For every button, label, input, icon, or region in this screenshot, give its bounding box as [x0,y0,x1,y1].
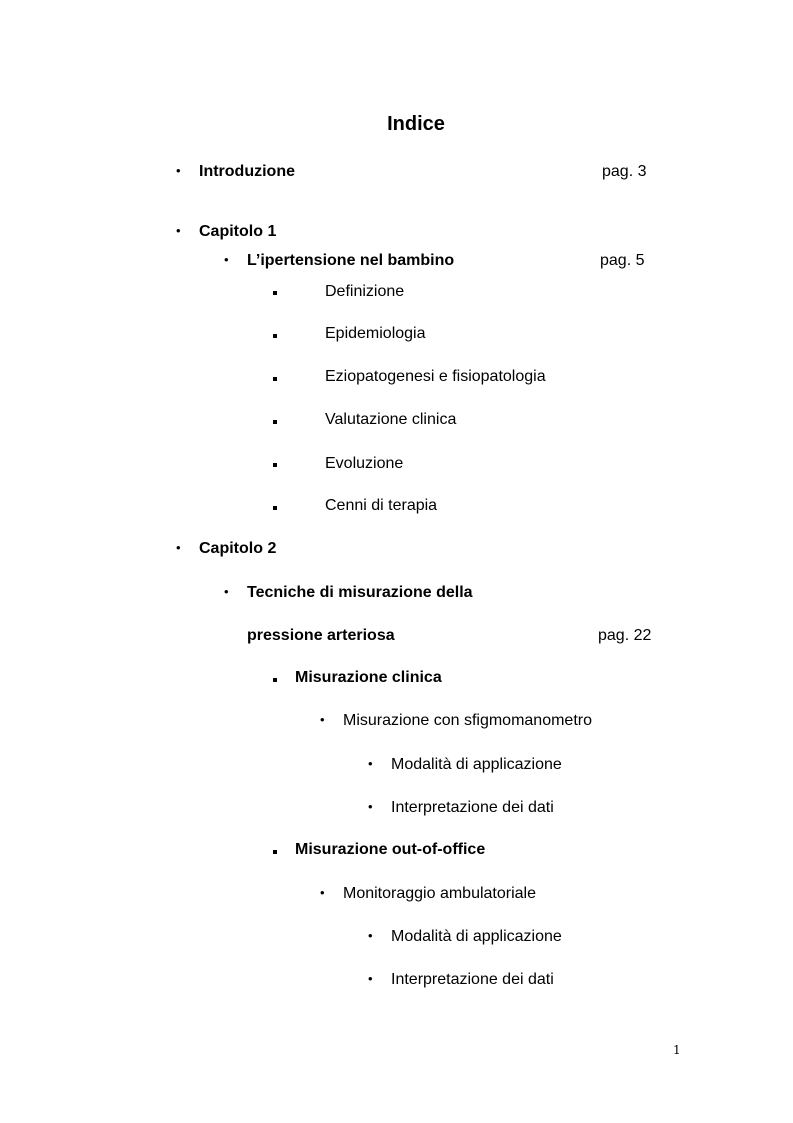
toc-entry-introduzione: Introduzione [199,163,295,180]
toc-entry-tecniche-line2: pressione arteriosa [247,627,395,644]
bullet-icon: • [368,756,373,771]
toc-page-introduzione: pag. 3 [602,163,647,180]
toc-item-interpretazione-1: Interpretazione dei dati [391,799,554,816]
toc-item-interpretazione-2: Interpretazione dei dati [391,971,554,988]
toc-item-out-of-office: Misurazione out-of-office [295,841,486,858]
square-bullet-icon [273,377,277,381]
bullet-icon: • [368,928,373,943]
page-title: Indice [387,113,445,135]
toc-item-modalita-1: Modalità di applicazione [391,756,562,773]
toc-item-definizione: Definizione [325,283,405,300]
bullet-icon: • [320,712,325,727]
toc-item-monitoraggio: Monitoraggio ambulatoriale [343,885,536,902]
bullet-icon: • [320,885,325,900]
bullet-icon: • [176,540,181,555]
bullet-icon: • [176,223,181,238]
bullet-icon: • [368,971,373,986]
bullet-icon: • [224,252,229,267]
square-bullet-icon [273,463,277,467]
square-bullet-icon [273,420,277,424]
toc-item-modalita-2: Modalità di applicazione [391,928,562,945]
toc-entry-tecniche-line1: Tecniche di misurazione della [247,584,473,601]
page-number: 1 [673,1043,681,1057]
bullet-icon: • [176,163,181,178]
square-bullet-icon [273,334,277,338]
toc-item-evoluzione: Evoluzione [325,455,404,472]
bullet-icon: • [368,799,373,814]
square-bullet-icon [273,678,277,682]
bullet-icon: • [224,584,229,599]
toc-entry-ipertensione: L’ipertensione nel bambino [247,252,455,269]
square-bullet-icon [273,291,277,295]
toc-item-eziopatogenesi: Eziopatogenesi e fisiopatologia [325,368,546,385]
square-bullet-icon [273,850,277,854]
toc-chapter-2: Capitolo 2 [199,540,277,557]
toc-chapter-1: Capitolo 1 [199,223,277,240]
toc-page-tecniche: pag. 22 [598,627,652,644]
toc-page-ipertensione: pag. 5 [600,252,645,269]
square-bullet-icon [273,506,277,510]
toc-item-terapia: Cenni di terapia [325,497,438,514]
toc-item-misurazione-clinica: Misurazione clinica [295,669,442,686]
toc-item-epidemiologia: Epidemiologia [325,325,426,342]
toc-item-valutazione: Valutazione clinica [325,411,457,428]
toc-item-sfigmomanometro: Misurazione con sfigmomanometro [343,712,592,729]
